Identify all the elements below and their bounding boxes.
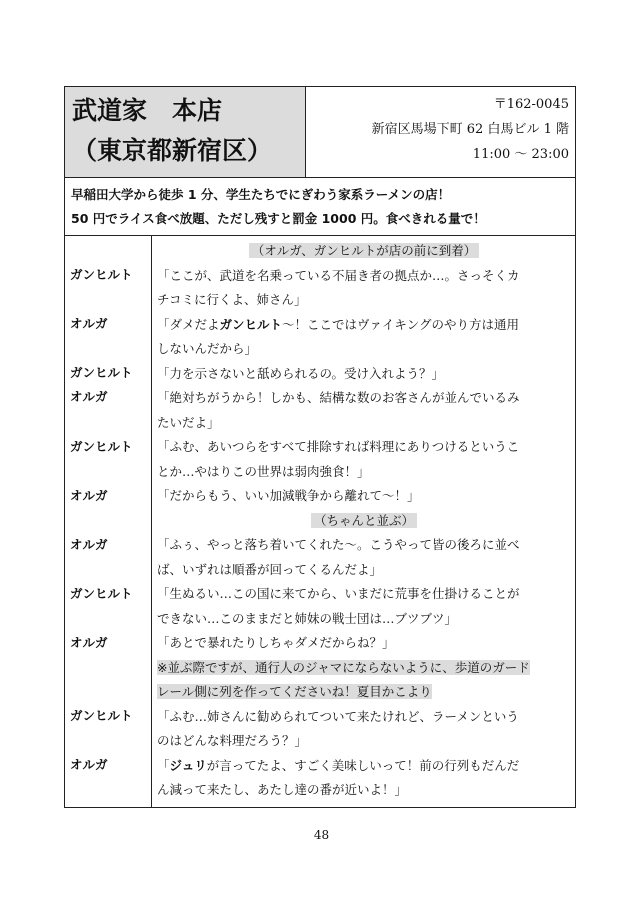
shop-name: 武道家 本店 [72,96,223,125]
speaker-name: ガンヒルト [70,439,133,454]
dialogue-line: 「あとで暴れたりしちゃダメだからね？」 [157,635,395,650]
stage-direction: （オルガ、ガンヒルトが店の前に到着） [157,239,571,264]
dialogue-table [65,236,575,807]
dialogue-line: のはどんな料理だろう？」 [157,733,308,748]
stage-direction: （ちゃんと並ぶ） [157,509,571,534]
dialogue-line: できない…このままだと姉妹の戦士団は…ブツブツ」 [157,610,458,626]
dialogue-line: たいだよ」 [157,414,220,430]
dialogue-line: 「絶対ちがうから！しかも、結構な数のお客さんが並んでいるみ [157,390,520,405]
speaker-name: オルガ [70,635,108,650]
speaker-column [65,236,152,807]
speaker-name: オルガ [70,537,108,552]
author-note: ※並ぶ際ですが、通行人のジャマにならないように、歩道のガード [157,659,530,675]
emphasized-name: ガンヒルト [219,316,283,332]
speaker-name: ガンヒルト [70,708,133,723]
shop-address-cell [306,87,575,177]
intro-line: 早稲田大学から徒歩 1 分、学生たちでにぎわう家系ラーメンの店！ [71,187,451,202]
speaker-name: オルガ [70,488,108,503]
speaker-name: オルガ [70,316,108,331]
dialogue-line: 「ジュリが言ってたよ、すごく美味しいって！前の行列もだんだ [157,757,520,773]
shop-area: （東京都新宿区） [72,136,273,165]
line-column [152,236,575,807]
dialogue-line: 「ここが、武道を名乗っている不届き者の拠点か…。さっそくカ [157,267,520,283]
document-frame [64,86,576,808]
dialogue-line: チコミに行くよ、姉さん」 [157,292,307,307]
postal-code: 〒162-0045 [493,97,569,112]
dialogue-line: 「ふむ、あいつらをすべて排除すれば料理にありつけるというこ [157,439,520,454]
speaker-name: ガンヒルト [70,586,133,601]
opening-hours: 11:00 ～ 23:00 [472,147,569,162]
intro-line: 50 円でライス食べ放題、ただし残すと罰金 1000 円。食べきれる量で！ [71,211,486,226]
dialogue-line: とか…やはりこの世界は弱肉強食！」 [157,463,370,479]
dialogue-line: ば、いずれは順番が回ってくるんだよ」 [157,561,383,577]
dialogue-line: 「ダメだよガンヒルト～！ここではヴァイキングのやり方は通用 [157,316,520,332]
shop-name-cell [65,87,306,177]
shop-header [65,87,575,178]
dialogue-line: 「ふぅ、やっと落ち着いてくれた～。こうやって皆の後ろに並べ [157,537,520,552]
author-note: レール側に列を作ってくださいね！夏目かこより [157,684,432,699]
dialogue-line: 「ふむ…姉さんに勧められてついて来たけれど、ラーメンという [157,708,519,724]
street-address: 新宿区馬場下町 62 白馬ビル 1 階 [371,122,569,137]
dialogue-line: しないんだから」 [157,341,258,356]
shop-intro [65,178,575,236]
dialogue-line: ん減って来たし、あたし達の番が近いよ！」 [157,782,408,797]
page-number: 48 [313,828,330,842]
speaker-name: オルガ [70,389,108,404]
speaker-name: オルガ [70,757,108,772]
speaker-name: ガンヒルト [70,267,133,282]
dialogue-line: 「だからもう、いい加減戦争から離れて～！」 [157,488,420,503]
dialogue-line: 「力を示さないと舐められるの。受け入れよう？」 [157,365,445,381]
speaker-name: ガンヒルト [70,365,133,380]
dialogue-line: 「生ぬるい…この国に来てから、いまだに荒事を仕掛けることが [157,586,520,601]
emphasized-name: ジュリ [169,757,207,773]
